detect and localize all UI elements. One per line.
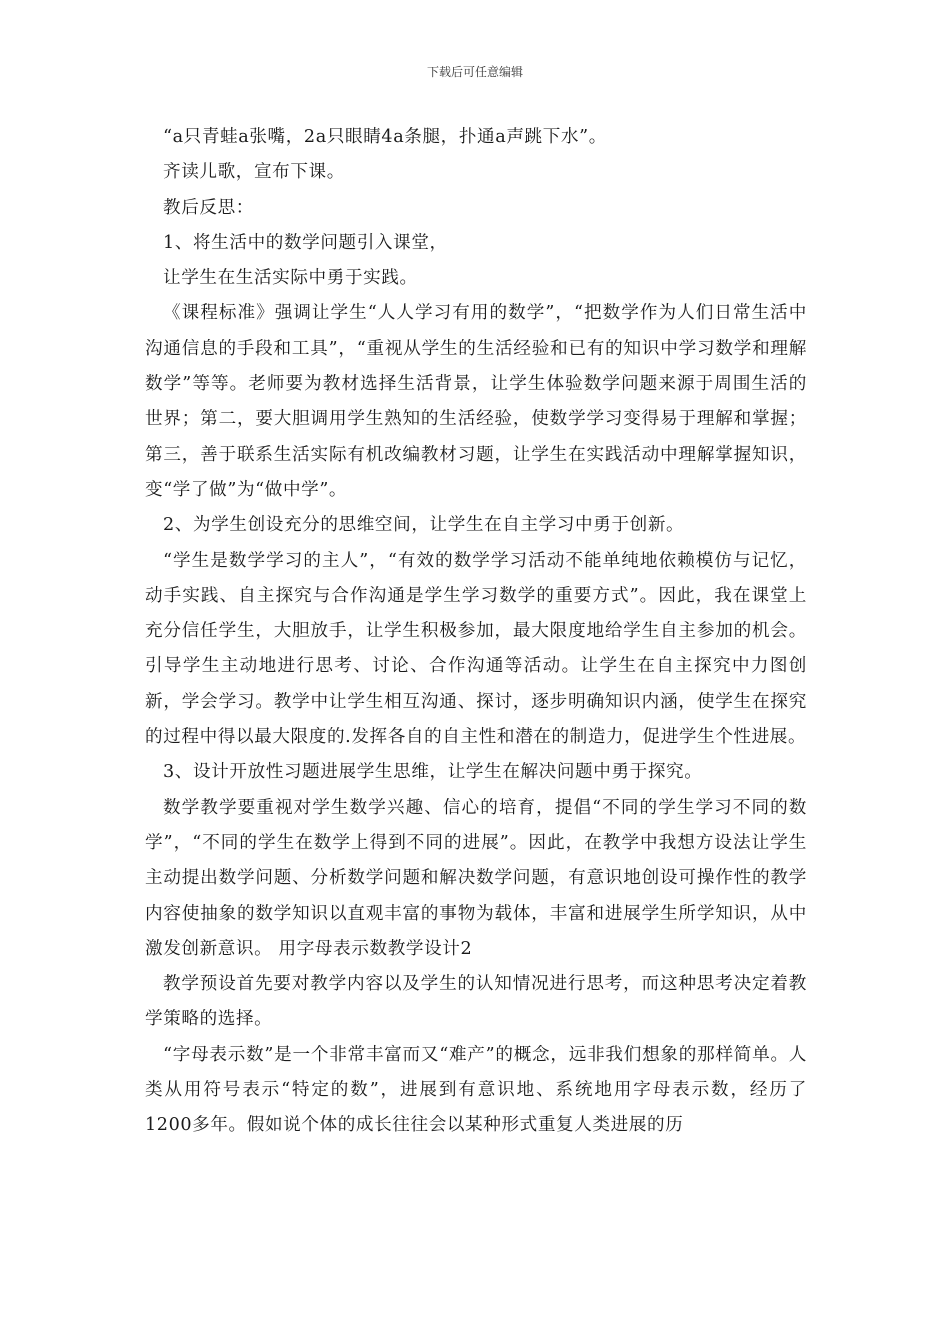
section-heading: 教后反思： xyxy=(163,197,254,218)
section-heading: 1、将生活中的数学问题引入课堂， xyxy=(163,232,448,253)
document-body xyxy=(145,120,807,1144)
paragraph: 数学教学要重视对学生数学兴趣、信心的培育，提倡“不同的学生学习不同的数学”，“不同的学生在数学上得到不同的进展”。因此，在教学中我想方设法让学生主动提出数学问题、分析数学问题和解决数学问题，有意识地创设可操作性的教学内容使抽象的数学知识以直观丰富的事物为载体，丰富和进展学生所学知识，从中激发创新意识。 用字母表示数教学设计2 xyxy=(145,797,807,959)
paragraph: 教学预设首先要对教学内容以及学生的认知情况进行思考，而这种思考决定着教学策略的选择。 xyxy=(145,974,807,1030)
paragraph: “字母表示数”是一个非常丰富而又“难产”的概念，远非我们想象的那样简单。人类从用符号表示“特定的数”，进展到有意识地、系统地用字母表示数，经历了1200多年。假如说个体的成长往往会以某种形式重复人类进展的历 xyxy=(145,1044,807,1136)
section-heading: 3、设计开放性习题进展学生思维，让学生在解决问题中勇于探究。 xyxy=(163,762,703,783)
page-header: 下载后可任意编辑 xyxy=(426,65,523,79)
paragraph: 《课程标准》强调让学生“人人学习有用的数学”，“把数学作为人们日常生活中沟通信息的手段和工具”，“重视从学生的生活经验和已有的知识中学习数学和理解数学”等等。老师要为教材选择生活背景，让学生体验数学问题来源于周围生活的世界；第二，要大胆调用学生熟知的生活经验，使数学学习变得易于理解和掌握；第三，善于联系生活实际有机改编教材习题，让学生在实践活动中理解掌握知识，变“学了做”为“做中学”。 xyxy=(145,303,807,500)
section-heading: 让学生在生活实际中勇于实践。 xyxy=(163,268,418,289)
section-heading: 2、为学生创设充分的思维空间，让学生在自主学习中勇于创新。 xyxy=(163,515,685,536)
paragraph: “a只青蛙a张嘴，2a只眼睛4a条腿，扑通a声跳下水”。 xyxy=(163,127,607,147)
paragraph: “学生是数学学习的主人”，“有效的数学学习活动不能单纯地依赖模仿与记忆，动手实践、自主探究与合作沟通是学生学习数学的重要方式”。因此，我在课堂上充分信任学生，大胆放手，让学生积极参加，最大限度地给学生自主参加的机会。引导学生主动地进行思考、讨论、合作沟通等活动。让学生在自主探究中力图创新，学会学习。教学中让学生相互沟通、探讨，逐步明确知识内涵，使学生在探究的过程中得以最大限度的.发挥各自的自主性和潜在的制造力，促进学生个性进展。 xyxy=(145,550,807,748)
paragraph: 齐读儿歌，宣布下课。 xyxy=(163,162,345,183)
